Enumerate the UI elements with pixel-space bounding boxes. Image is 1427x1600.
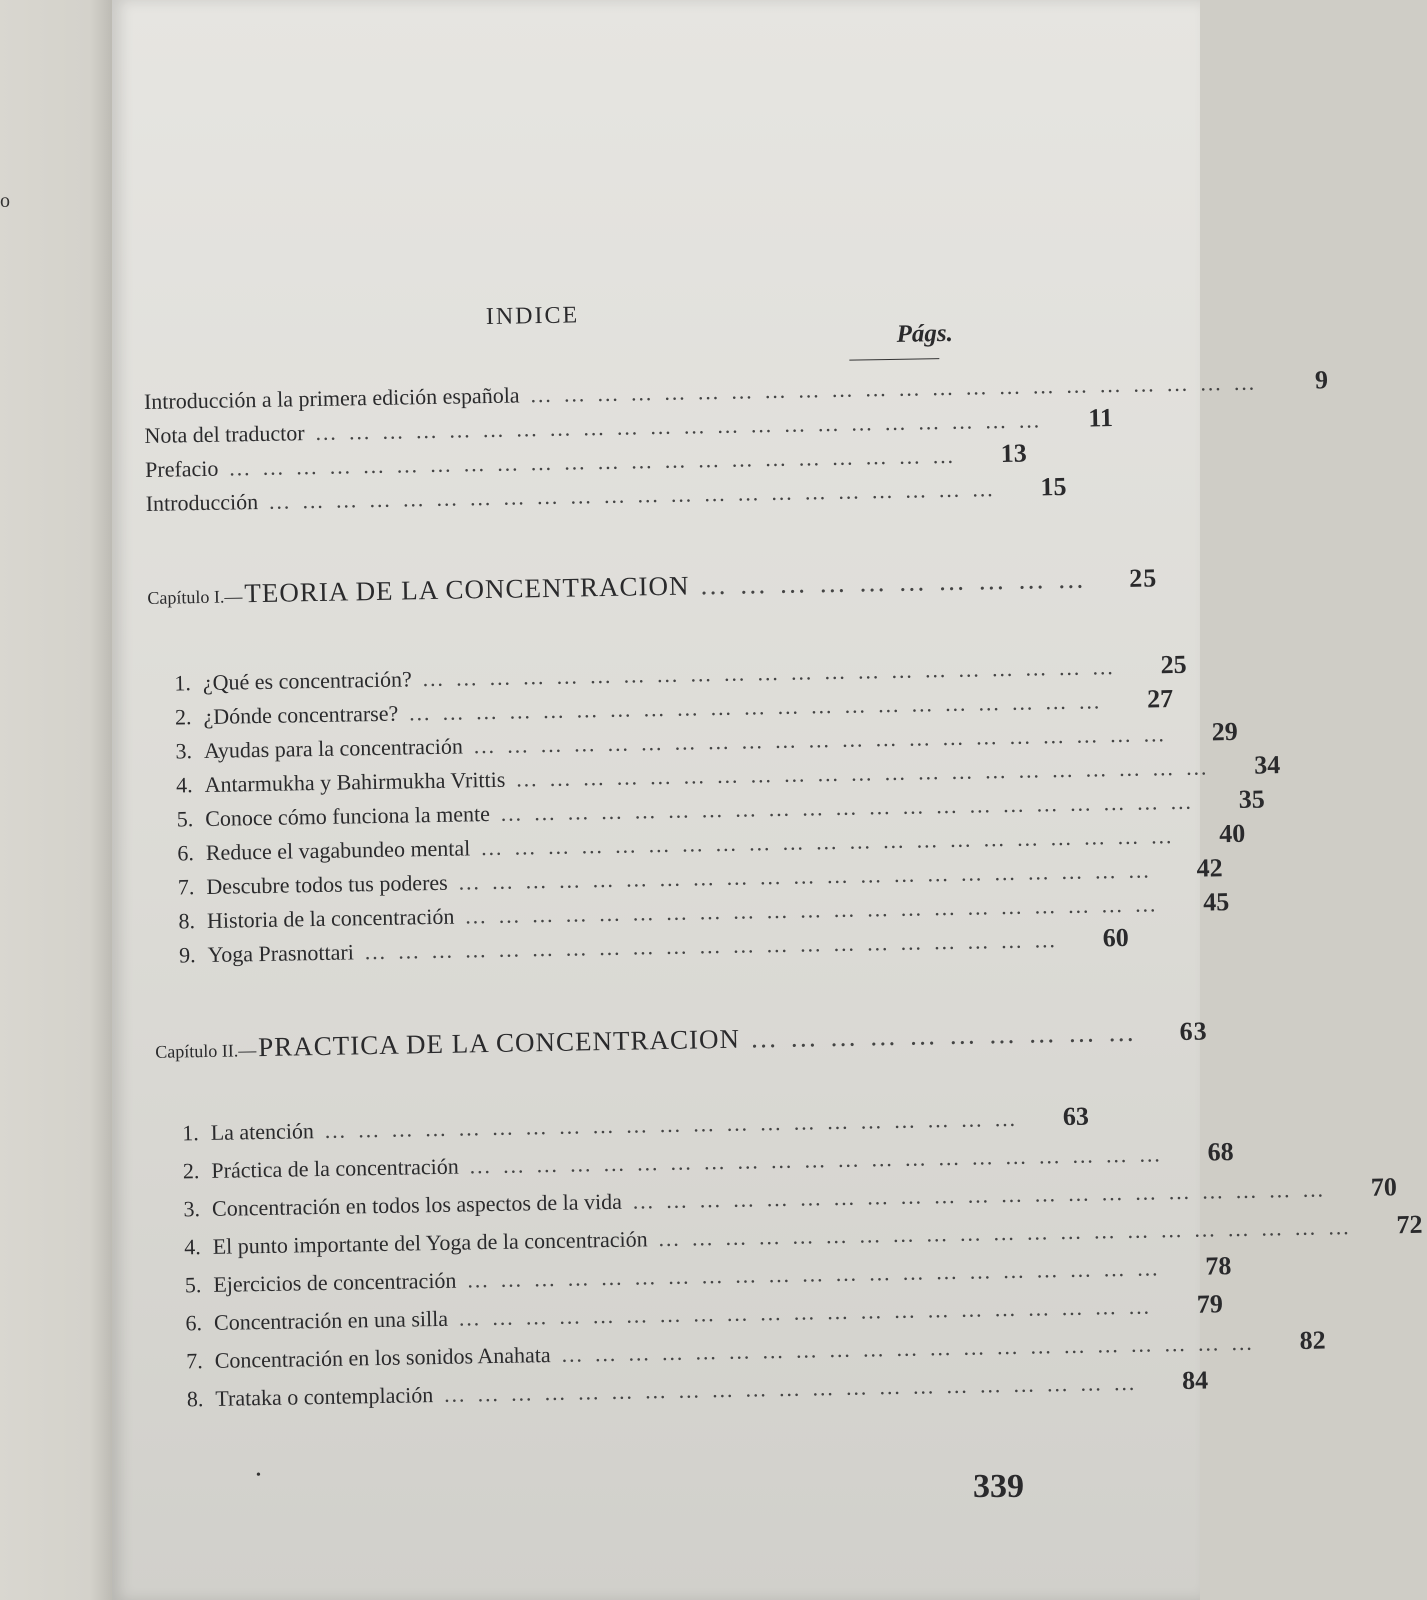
leader-dots: … … … … … … … … … … … … … … … … … … … … … [323,1105,1020,1143]
toc-entry-page: 29 [1211,716,1238,747]
paper-speck: • [256,1468,261,1483]
toc-entry-label: Antarmukha y Bahirmukha Vrittis [204,766,506,797]
index-title: INDICE [485,302,580,331]
toc-entry-page: 13 [1000,438,1028,469]
toc-entry-number: 1. [181,1120,199,1146]
toc-entry-label: Prefacio [144,455,219,482]
leader-dots: … … … … … … … … … … … … … … … … … … … … … [499,788,1195,826]
toc-entry-label: Concentración en los sonidos Anahata [214,1342,551,1373]
leader-dots: … … … … … … … … … … … … … … … … … … … … … [560,1329,1256,1367]
leader-dots: … … … … … … … … … … [699,563,1088,601]
toc-entry-number: 6. [177,840,195,866]
toc-entry-label: Concentración en todos los aspectos de la vida [211,1188,623,1221]
leader-dots: … … … … … … … … … … … … … … … … … … … … … … [314,407,1044,446]
leader-dots: … … … … … … … … … … … … … … … … … … … … … [480,823,1176,861]
book-page [112,0,1423,1600]
toc-entry-label: Concentración en una silla [213,1305,449,1335]
chapter-heading [147,563,1158,614]
leader-dots: … … … … … … … … … … … … … … … … … … … … … … [228,442,958,481]
toc-entry-page: 27 [1146,684,1174,714]
leader-dots: … … … … … … … … … … … … … … … … … … … … … [457,857,1153,895]
toc-entry-label: Práctica de la concentración [211,1153,459,1183]
toc-entry-number: 7. [185,1348,203,1374]
toc-entry-label: La atención [210,1118,315,1145]
toc-entry-label: Trataka o contemplación [215,1382,434,1411]
toc-entry-number: 4. [183,1234,201,1260]
toc-entry-label: ¿Dónde concentrarse? [203,700,399,729]
chapter-page: 25 [1128,563,1158,593]
leader-dots: … … … … … … … … … … … … … … … … … … … … … [421,654,1117,692]
leader-dots: … … … … … … … … … … … … … … … … … … … … … [631,1176,1328,1214]
leader-dots: … … … … … … … … … … … … … … … … … … … … … [657,1214,1353,1252]
toc-entry-label: Ayudas para la concentración [203,733,464,763]
chapter-label [147,570,690,610]
pages-column-heading: Págs. [896,319,954,348]
toc-entry-number: 8. [186,1386,204,1412]
toc-entry-number: 4. [175,772,193,798]
leader-dots: … … … … … … … … … … … … … … … … … … … … … [443,1369,1139,1407]
toc-entry-label: Historia de la concentración [206,903,455,933]
toc-entry-number: 3. [175,738,193,764]
toc-entry-page: 84 [1181,1365,1209,1396]
toc-entry-label: ¿Qué es concentración? [202,666,412,695]
leader-dots: … … … … … … … … … … … … … … … … … … … … … … [529,369,1259,408]
toc-entry-page: 79 [1196,1289,1224,1319]
toc-entry-page: 35 [1238,784,1265,814]
chapter-prefix: Capítulo I.— [147,586,243,608]
table-of-contents [142,274,1423,1530]
toc-entry-number: 2. [182,1158,200,1184]
toc-entry-number: 5. [184,1272,202,1298]
toc-entry-page: 68 [1207,1137,1234,1167]
chapter-heading [155,1016,1208,1068]
toc-entry-page: 25 [1160,649,1187,680]
leader-dots: … … … … … … … … … … … … … … … … … … … … … [464,891,1160,929]
toc-entry-page: 40 [1218,818,1246,849]
leader-dots: … … … … … … … … … … … … … … … … … … … … … [408,688,1104,726]
toc-entry-page: 11 [1088,403,1114,433]
chapter-title: TEORIA DE LA CONCENTRACION [244,570,690,609]
toc-entry-number: 1. [174,670,192,696]
toc-entry-page: 63 [1062,1101,1090,1132]
toc-entry-number: 5. [176,806,194,832]
facing-page-edge [0,0,112,1600]
toc-entry-page: 15 [1040,471,1067,502]
toc-entry-number: 9. [178,942,196,968]
leader-dots: … … … … … … … … … … … … … … … … … … … … … [363,927,1059,965]
chapter-page: 63 [1179,1016,1208,1047]
toc-entry-page: 78 [1205,1251,1232,1281]
toc-entry-number: 6. [185,1310,203,1336]
toc-entry-number: 3. [183,1196,201,1222]
toc-entry-label: Descubre todos tus poderes [206,869,448,899]
page-number: 339 [973,1468,1024,1505]
leader-dots: … … … … … … … … … … … … … … … … … … … … … [457,1293,1154,1331]
toc-entry-page: 70 [1370,1172,1398,1202]
toc-entry-page: 82 [1299,1325,1326,1355]
toc-entry-page: 34 [1253,750,1281,780]
toc-entry-label: Reduce el vagabundeo mental [205,835,471,865]
toc-entry-label: Introducción [145,489,259,516]
leader-dots: … … … … … … … … … … [749,1016,1138,1054]
leader-dots: … … … … … … … … … … … … … … … … … … … … … [468,1141,1164,1179]
chapter-title: PRACTICA DE LA CONCENTRACION [257,1023,741,1063]
toc-entry-page: 72 [1396,1209,1423,1240]
leader-dots: … … … … … … … … … … … … … … … … … … … … … [515,754,1211,792]
toc-entry-label: Conoce cómo funciona la mente [205,801,491,831]
chapter-label [155,1024,740,1065]
toc-entry-label: El punto importante del Yoga de la concentración [212,1226,648,1259]
toc-entry-page: 45 [1202,887,1230,917]
chapter-prefix: Capítulo II.— [155,1040,257,1062]
toc-entry-label: Ejercicios de concentración [213,1267,457,1297]
toc-entry-label: Nota del traductor [144,420,305,448]
toc-entry-number: 8. [178,908,196,934]
leader-dots: … … … … … … … … … … … … … … … … … … … … … … [267,476,997,514]
toc-entry-label: Introducción a la primera edición española [143,382,520,414]
facing-page-fragment: o [0,190,10,212]
toc-entry-label: Yoga Prasnottari [207,939,355,967]
toc-entry-page: 60 [1102,922,1129,953]
toc-entry-number: 2. [174,704,192,730]
toc-entry-number: 7. [177,874,195,900]
pages-heading-rule [849,358,939,361]
leader-dots: … … … … … … … … … … … … … … … … … … … … … [472,721,1168,759]
leader-dots: … … … … … … … … … … … … … … … … … … … … … [466,1255,1162,1293]
toc-entry-page: 42 [1196,853,1223,883]
toc-entry-page: 9 [1314,365,1329,395]
